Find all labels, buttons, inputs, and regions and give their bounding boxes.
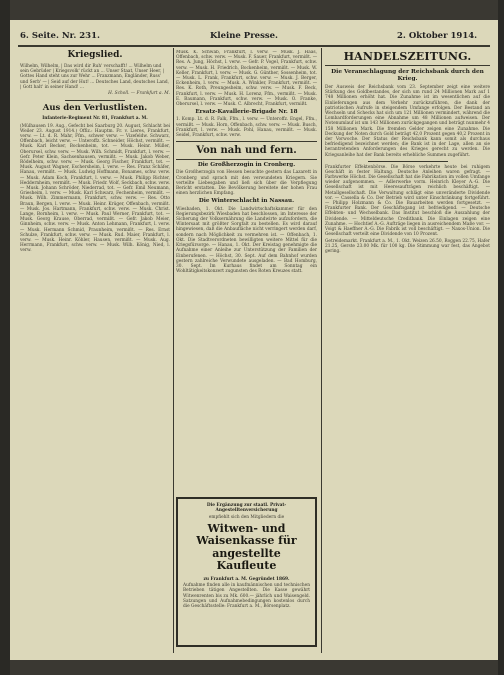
column-rule-2 — [321, 48, 322, 653]
advertisement-box — [176, 497, 317, 647]
header-date: 2. Oktober 1914. — [397, 31, 478, 41]
reichsbank-heading: Die Veranschlagung der Reichsbank durch den Krieg. — [331, 69, 484, 82]
header-page-number: 6. Seite. Nr. 231. — [20, 31, 100, 41]
section-title: Von nah und fern. — [196, 145, 297, 157]
poem-text: Wilhelm, Wilhelm, | Das wird dir Ruh' verschafft! ... Wilhelm und sein Gebrüder | Kriegsvolk' rückt an ... Unser Staat, Unser Heer, | Gottes Hand steht uns zur Wehr ... Franzmann, Engländer, Russ' und Serb' — | Seid auf der Hut! ... Deutsches Land, deutsches Land, | Gott halt' in seiner Hand! ... — [20, 64, 169, 90]
column-2 — [176, 50, 317, 495]
market-text: Frankfurter Effektenbörse. Die Börse verkehrte heute bei ruhigem Geschäft in fester Haltung. Deutsche Anleihen waren gefragt. — Farbwerke Höchst. Die Gesellschaft hat die Fabrikation im vollen Umfange wieder aufgenommen. — Adlerwerke vorm. Heinrich Kleyer A.-G. Die Gesellschaft ist mit Heeresaufträgen reichlich beschäftigt. — Metallgesellschaft. Die Verwaltung schlägt eine unveränderte Dividende vor. — Cassella & Co. Der Betrieb wird unter Einschränkung fortgeführt. — Philipp Holzmann & Co. Die Bauarbeiten werden fortgesetzt. — Frankfurter Bank. Der Geschäftsgang ist befriedigend. — Deutsche Effekten- und Wechselbank. Das Institut beschloß die Auszahlung der Dividende. — Mitteldeutsche Creditbank. Die Einlagen zeigen eine Zunahme. — Hochtief A.-G. Aufträge liegen in ausreichendem Maße vor. — Voigt & Haeffner A.-G. Die Fabrik ist voll beschäftigt. — Naxos-Union. Die Gesellschaft verteilt eine Dividende von 10 Prozent. — [325, 164, 490, 238]
cronberg-heading: Die Großherzogin in Cronberg. — [197, 162, 296, 169]
poem-signature: H. Scholl. — Frankfurt a. M. — [108, 91, 170, 97]
poem-title: Kriegslied. — [67, 50, 123, 60]
section-rule-lower — [176, 159, 317, 160]
handelszeitung-title: HANDELSZEITUNG. — [343, 50, 472, 63]
ad-title: Witwen- und Waisenkasse für angestellte Kaufleute — [196, 521, 297, 573]
losses-continued: Musk. K. Schwab, Frankfurt, l. verw. — Musk. J. Haas, Offenbach, schw. verw. — Musk. F. Sauer, Frankfurt, vermißt. — Res. A. Jung, Höchst, l. verw. — Gefr. P. Vogel, Frankfurt, schw. verw. — Musk. H. Friedrich, Bockenheim, vermißt. — Musk. W. Keller, Frankfurt, l. verw. — Musk. G. Günther, Sossenheim, tot. — Musk. L. Frank, Frankfurt, schw. verw. — Musk. J. Berger, Eckenheim, l. verw. — Musk. A. Winkler, Frankfurt, vermißt. — Res. K. Roth, Preungesheim, schw. verw. — Musk. F. Beck, Frankfurt, l. verw. — Musk. H. Lorenz, Ffm., vermißt. — Musk. E. Baumann, Frankfurt, schw. verw. — Musk. O. Franke, Oberursel, l. verw. — Musk. C. Albrecht, Frankfurt, vermißt. — [176, 50, 317, 108]
newspaper-page — [10, 20, 498, 660]
scan-edge-right — [498, 0, 504, 675]
header-rule — [18, 45, 490, 47]
divider — [368, 161, 448, 162]
losses-text: (Mülhausen 19. Aug., Gefecht bei Saarburg 20. August, Schlacht bei Weiler 23. August 1914.) Offiz.: Hauptm. Fr. v. Lieres, Frankfurt, verw. — Lt. d. R. Mahr, Ffm., schwer verw. — Vizefeldw. Schwarz, Offenbach, leicht verw. — Unteroffz. Schneider, Höchst, vermißt. — Musk. Karl Becker, Bockenheim, tot. — Musk. Heinr. Müller, Oberursel, schw. verw. — Musk. Wilh. Schmidt, Frankfurt, l. verw. — Gefr. Peter Klein, Sachsenhausen, vermißt. — Musk. Jakob Weber, Rödelheim, schw. verw. — Musk. Georg Fischer, Frankfurt, tot. — Musk. August Wagner, Eschersheim, l. verw. — Res. Franz Schäfer, Hanau, vermißt. — Musk. Ludwig Hoffmann, Bonames, schw. verw. — Musk. Adam Koch, Frankfurt, l. verw. — Musk. Philipp Richter, Heddernheim, vermißt. — Musk. Friedr. Wolf, Seckbach, schw. verw. — Musk. Johann Schröder, Niederrad, tot. — Gefr. Emil Neumann, Griesheim, l. verw. — Musk. Karl Schwarz, Fechenheim, vermißt. — Musk. Wilh. Zimmermann, Frankfurt, schw. verw. — Res. Otto Braun, Bergen, l. verw. — Musk. Heinr. Krüger, Offenbach, vermißt. — Musk. Jos. Hartmann, Frankfurt, schw. verw. — Musk. Christ. Lange, Bornheim, l. verw. — Musk. Paul Werner, Frankfurt, tot. — Musk. Georg Krause, Oberrad, vermißt. — Gefr. Jakob Meier, Ginnheim, schw. verw. — Musk. Anton Lehmann, Frankfurt, l. verw. — Musk. Hermann Schmid, Praunheim, vermißt. — Res. Ernst Schulze, Frankfurt, schw. verw. — Musk. Rud. Maier, Frankfurt, l. verw. — Musk. Heinr. Köhler, Hausen, vermißt. — Musk. Aug. Herrmann, Frankfurt, schw. verw. — Musk. Wilh. König, Nied, l. verw. — [20, 123, 170, 254]
divider — [65, 100, 125, 101]
section-rule — [176, 141, 317, 142]
ad-founded: zu Frankfurt a. M. Gegründet 1869. — [203, 576, 290, 582]
column-rule-1 — [173, 48, 174, 653]
brigade-text: 1. Komp. Lt. d. R. Falk, Ffm., l. verw. — Unteroffz. Engel, Ffm., vermißt. — Musk. Horn, Offenbach, schw. verw. — Musk. Busch, Frankfurt, l. verw. — Musk. Pohl, Hanau, vermißt. — Musk. Seidel, Frankfurt, schw. verw. — [176, 117, 317, 139]
ad-intro: Die Ergänzung zur staatl. Privat-Angestelltenversicherung — [206, 503, 287, 514]
reichsbank-text: Der Ausweis der Reichsbank vom 23. September zeigt eine weitere Stärkung des Goldbestandes, der sich um rund 24 Millionen Mark auf 1 748 Millionen erhöht hat. Die Zunahme ist im wesentlichen auf die Einlieferungen aus dem Verkehr zurückzuführen, die dank der patriotischen Aufrufe in steigendem Umfange erfolgen. Der Bestand an Wechseln und Schecks hat sich um 121 Millionen vermindert, während die Lombardforderungen eine Abnahme um 48 Millionen aufweisen. Der Notenumlauf ist um 143 Millionen zurückgegangen und beträgt nunmehr 4 158 Millionen Mark. Die fremden Gelder zeigen eine Zunahme. Die Deckung der Noten durch Gold beträgt 42,0 Prozent gegen 40,2 Prozent in der Vorwoche. Der Status der Reichsbank kann somit als durchaus befriedigend bezeichnet werden; die Bank ist in der Lage, allen an sie herantretenden Anforderungen des Krieges gerecht zu werden. Die Kriegsanleihe hat der Bank bereits erhebliche Summen zugeführt. — [325, 85, 490, 158]
ad-body: Aufnahme finden alle in kaufmännischen und technischen Betrieben tätigen Angestellten. Die Kasse gewährt Witwenrenten bis zu Mk. 600.— jährlich und Waisengeld. Satzungen und Aufnahmebedingungen kostenlos durch die Geschäftsstelle: Frankfurt a. M., Börsenplatz. — [183, 583, 310, 609]
nassau-heading: Die Winterschlacht in Nassau. — [198, 198, 295, 205]
column-3 — [325, 50, 490, 652]
header-paper-name: Kleine Presse. — [210, 31, 279, 41]
nassau-text: Wiesbaden, 1. Okt. Die Landwirtschaftskammer für den Regierungsbezirk Wiesbaden hat beschlossen, im Interesse der Sicherung der Volksernährung die Landwirte aufzufordern, die Wintersaat mit größter Sorgfalt zu bestellen. Es wird darauf hingewiesen, daß die Anbaufläche nicht verringert werden darf, sondern nach Möglichkeit zu vermehren ist. — Offenbach, 1. Okt. Die Stadtverordneten bewilligten weitere Mittel für die Kriegsfürsorge. — Hanau, 1. Okt. Der Kreistag genehmigte die Aufnahme einer Anleihe zur Unterstützung der Familien der Einberufenen. — Höchst, 30. Sept. Auf dem Bahnhof wurden gestern zahlreiche Verwundete ausgeladen. — Bad Homburg, 30. Sept. Im Kurhaus findet am Sonntag ein Wohltätigkeitskonzert zugunsten des Roten Kreuzes statt. — [176, 206, 317, 275]
losses-title: Aus den Verlustlisten. — [42, 103, 148, 114]
scan-edge-left — [0, 0, 10, 675]
title-rule — [325, 65, 490, 66]
losses-subtitle: Infanterie-Regiment Nr. 81, Frankfurt a. M. — [42, 116, 148, 122]
cronberg-text: Die Großherzogin von Hessen besuchte gestern das Lazarett in Cronberg und sprach mit den verwundeten Kriegern. Sie verteilte Liebesgaben und ließ sich über die Verpflegung Bericht erstatten. Die Bevölkerung bereitete der hohen Frau einen herzlichen Empfang. — [176, 170, 317, 197]
grain-market-text: Getreidemarkt. Frankfurt a. M., 1. Okt. Weizen 26.50, Roggen 22.75, Hafer 21.25, Gerste 23.00 Mk. für 100 kg. Die Stimmung war fest, das Angebot gering. — [325, 238, 490, 255]
brigade-heading: Ersatz-Kavallerie-Brigade Nr. 18 — [195, 109, 298, 116]
column-1 — [20, 50, 170, 652]
ad-sub-intro: empfiehlt sich den Mitgliedern die — [208, 514, 285, 520]
